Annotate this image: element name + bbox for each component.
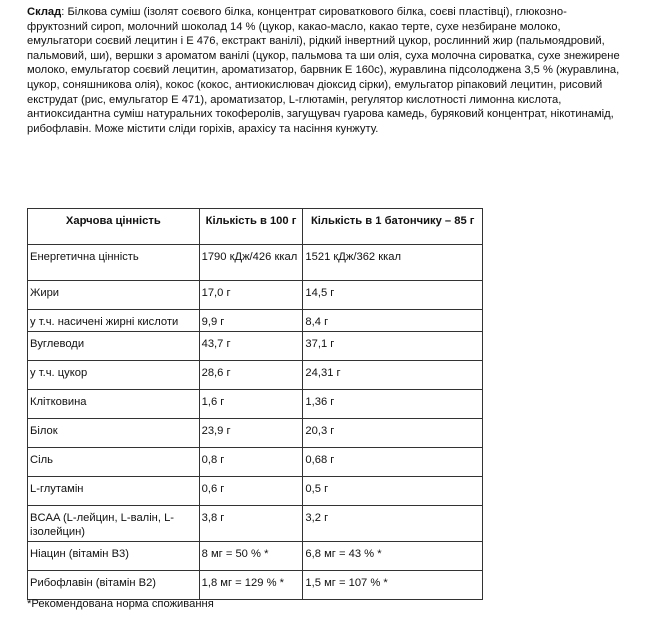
header-per-bar: Кількість в 1 батончику – 85 г <box>303 209 483 245</box>
cell-nutrient: Ніацин (вітамін В3) <box>28 542 200 571</box>
cell-per-bar: 20,3 г <box>303 419 483 448</box>
header-per-100g: Кількість в 100 г <box>199 209 303 245</box>
table-row <box>28 419 483 448</box>
cell-per-bar: 14,5 г <box>303 281 483 310</box>
composition-body: : Білкова суміш (ізолят соєвого білка, концентрат сироваткового білка, соєві пластівці), глюкозно-фруктозний сироп, молочний шоколад 14 % (цукор, какао-масло, какао терте, сухе незбиране молоко, емульгатори соєвий лецитин і Е 476, екстракт ванілі), рідкий інвертний цукор, рослинний жир (пальмоядровий, пальмовий, ши), вершки з ароматом ванілі (цукор, пальмова та ши олія, суха молочна сироватка, сухе знежирене молоко, емульгатор соєвий лецитин, ароматизатор, барвник Е 160с), журавлина підсолоджена 3,5 % (журавлина, цукор, соняшникова олія), кокос (кокос, антиокислювач діоксид сірки), емульгатор ріпаковий лецитин, рисовий екструдат (рис, емульгатор Е 471), ароматизатор, L-глютамін, регулятор кислотності лимонна кислота, антиоксидантна суміш натуральних токоферолів, загущувач гуарова камедь, буряковий концентрат, нікотинамід, рибофлавін. Може містити сліди горіхів, арахісу та насіння кунжуту. <box>27 6 620 135</box>
cell-nutrient: Вуглеводи <box>28 332 200 361</box>
cell-nutrient: Жири <box>28 281 200 310</box>
cell-nutrient: у т.ч. цукор <box>28 361 200 390</box>
cell-per-100g: 17,0 г <box>199 281 303 310</box>
composition-label: Склад <box>27 6 62 18</box>
cell-per-bar: 1521 кДж/362 ккал <box>303 245 483 281</box>
cell-per-100g: 0,8 г <box>199 448 303 477</box>
header-nutrition-value: Харчова цінність <box>28 209 200 245</box>
table-row <box>28 477 483 506</box>
table-row <box>28 310 483 332</box>
cell-per-100g: 1,6 г <box>199 390 303 419</box>
table-header-row <box>28 209 483 245</box>
cell-per-bar: 1,5 мг = 107 % * <box>303 571 483 600</box>
table-row <box>28 245 483 281</box>
cell-per-100g: 0,6 г <box>199 477 303 506</box>
cell-per-100g: 1,8 мг = 129 % * <box>199 571 303 600</box>
table-row <box>28 332 483 361</box>
cell-per-100g: 9,9 г <box>199 310 303 332</box>
cell-per-100g: 43,7 г <box>199 332 303 361</box>
cell-nutrient: L-глутамін <box>28 477 200 506</box>
cell-nutrient: BCAA (L-лейцин, L-валін, L-ізолейцин) <box>28 506 200 542</box>
cell-per-bar: 6,8 мг = 43 % * <box>303 542 483 571</box>
cell-per-bar: 3,2 г <box>303 506 483 542</box>
table-row <box>28 571 483 600</box>
cell-per-bar: 24,31 г <box>303 361 483 390</box>
table-row <box>28 390 483 419</box>
table-row <box>28 506 483 542</box>
cell-nutrient: Сіль <box>28 448 200 477</box>
table-row <box>28 542 483 571</box>
composition-text <box>27 5 627 136</box>
table-row <box>28 361 483 390</box>
cell-per-bar: 37,1 г <box>303 332 483 361</box>
cell-per-bar: 8,4 г <box>303 310 483 332</box>
table-row <box>28 448 483 477</box>
cell-nutrient: Білок <box>28 419 200 448</box>
cell-nutrient: у т.ч. насичені жирні кислоти <box>28 310 200 332</box>
cell-per-100g: 28,6 г <box>199 361 303 390</box>
footnote: *Рекомендована норма споживання <box>27 598 214 610</box>
cell-per-100g: 1790 кДж/426 ккал <box>199 245 303 281</box>
nutrition-table <box>27 208 483 600</box>
cell-per-bar: 0,5 г <box>303 477 483 506</box>
cell-nutrient: Енергетична цінність <box>28 245 200 281</box>
cell-nutrient: Клітковина <box>28 390 200 419</box>
cell-nutrient: Рибофлавін (вітамін В2) <box>28 571 200 600</box>
table-row <box>28 281 483 310</box>
cell-per-100g: 3,8 г <box>199 506 303 542</box>
cell-per-bar: 1,36 г <box>303 390 483 419</box>
cell-per-100g: 8 мг = 50 % * <box>199 542 303 571</box>
cell-per-100g: 23,9 г <box>199 419 303 448</box>
cell-per-bar: 0,68 г <box>303 448 483 477</box>
